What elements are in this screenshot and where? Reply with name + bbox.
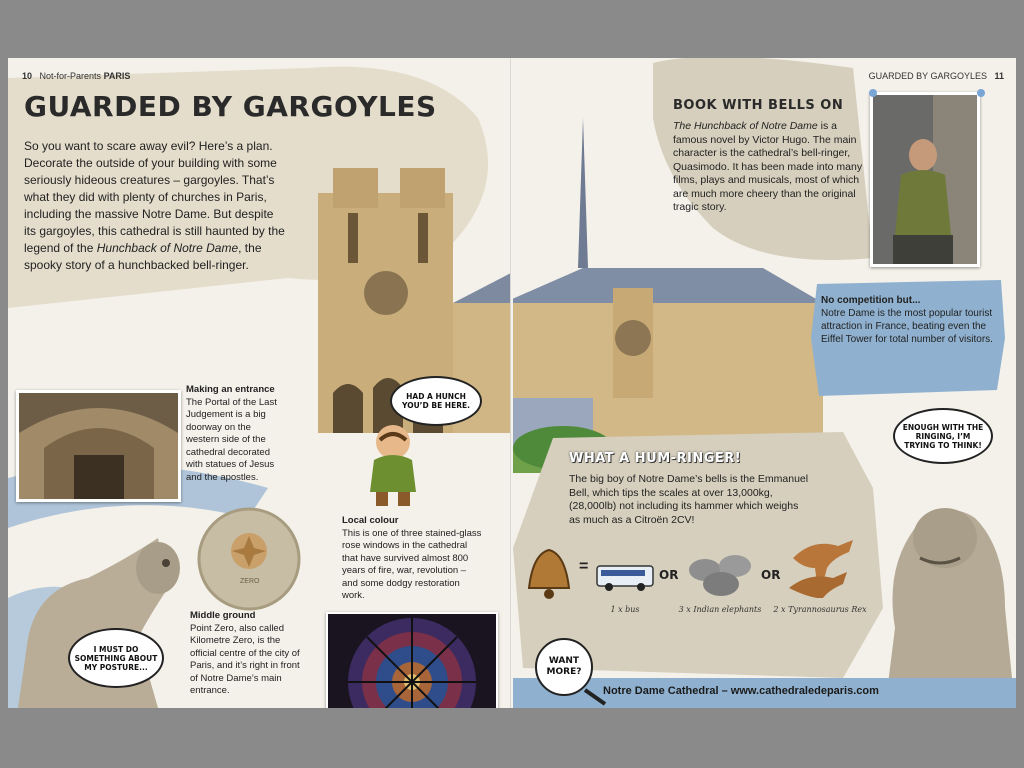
film-still-image [873, 95, 977, 264]
right-page [513, 58, 1016, 708]
bells-headline: BOOK WITH BELLS ON [673, 98, 844, 113]
caption-entrance: Making an entrance The Portal of the Last Judgement is a big doorway on the western side of the cathedral decorated with statues of Jesus and the apostles. [186, 384, 286, 484]
elephants-icon [685, 550, 757, 600]
page-title: GUARDED BY GARGOYLES [24, 90, 437, 123]
caption-middle-title: Middle ground [190, 610, 256, 621]
pin-icon [868, 88, 878, 98]
thought-bubble-posture: I MUST DO SOMETHING ABOUT MY POSTURE... [68, 628, 164, 688]
zero-plate-text: ZERO [240, 578, 260, 585]
bells-book-title: The Hunchback of Notre Dame [673, 120, 818, 132]
magnifier-handle-icon [583, 688, 609, 708]
want-more-magnifier: WANT MORE? [535, 638, 593, 696]
rose-window-photo [326, 612, 498, 708]
page-number: 10 [22, 71, 33, 81]
bus-icon [595, 562, 655, 592]
competition-title: No competition but... [821, 295, 921, 306]
hum-ringer-paragraph: The big boy of Notre Dame’s bells is the Emmanuel Bell, which tips the scales at over 13,000kg, (28,000lb) not including its hammer which weighs as much as a Citroën 2CV! [569, 473, 809, 526]
caption-middle-ground: Middle ground Point Zero, also called Kilometre Zero, is the official centre of the city of Paris, and it’s right in front of Notre Dame’s main entrance. [190, 610, 308, 698]
speech-bubble-hunch: HAD A HUNCH YOU’D BE HERE. [390, 376, 482, 426]
left-page [8, 58, 511, 708]
or-word-1: OR [659, 568, 679, 582]
series-city: PARIS [103, 71, 131, 81]
gargoyle-right [865, 458, 1016, 708]
rose-window-image [328, 614, 496, 708]
footer-link[interactable]: Notre Dame Cathedral – www.cathedraledeparis.com [603, 685, 879, 697]
section-name: GUARDED BY GARGOYLES [868, 71, 987, 81]
hum-ringer-headline: WHAT A HUM-RINGER! [569, 451, 742, 466]
label-t-rex: 2 x Tyrannosaurus Rex [773, 605, 867, 614]
right-folio [869, 71, 1004, 81]
series-name: Not-for-Parents [39, 71, 102, 81]
left-folio [22, 71, 130, 81]
label-bus: 1 x bus [610, 605, 640, 614]
page-number-right: 11 [994, 71, 1004, 81]
label-elephants: 3 x Indian elephants [678, 605, 762, 614]
or-word-2: OR [761, 568, 781, 582]
competition-box: No competition but... Notre Dame is the most popular tourist attraction in France, beating even the Eiffel Tower for total number of visitors. [821, 295, 993, 345]
caption-local-colour: Local colour This is one of three stained-glass rose windows in the cathedral that have survived almost 800 years of fire, war, revolution – and some dodgy restoration work. [342, 515, 482, 601]
quasimodo-cartoon [360, 420, 430, 510]
t-rex-icon [783, 528, 863, 603]
caption-entrance-title: Making an entrance [186, 384, 275, 395]
hunchback-film-still [870, 92, 980, 267]
bells-paragraph: The Hunchback of Notre Dame is a famous novel by Victor Hugo. The main character is the cathedral’s bell-ringer, Quasimodo. It has been made into many films, plays and musicals, most of which are much more cheery than the original tragic story. [673, 120, 863, 213]
point-zero-plate [194, 504, 304, 614]
thought-bubble-ringing: ENOUGH WITH THE RINGING, I’M TRYING TO THINK! [893, 408, 993, 464]
portal-photo [16, 390, 181, 502]
portal-image [19, 393, 178, 499]
intro-paragraph: So you want to scare away evil? Here’s a plan. Decorate the outside of your building with some seriously hideous creatures – gargoyles. That’s what they did with plenty of churches in Paris, including the massive Notre Dame. But despite its gargoyles, this cathedral is still haunted by the legend of the Hunchback of Notre Dame, the spooky story of a hunchbacked bell-ringer. [24, 139, 285, 272]
caption-colour-title: Local colour [342, 515, 399, 526]
book-title-italic: Hunchback of Notre Dame [96, 241, 239, 255]
equals-sign: = [579, 558, 589, 575]
pin-icon [976, 88, 986, 98]
bell-icon [519, 542, 579, 602]
